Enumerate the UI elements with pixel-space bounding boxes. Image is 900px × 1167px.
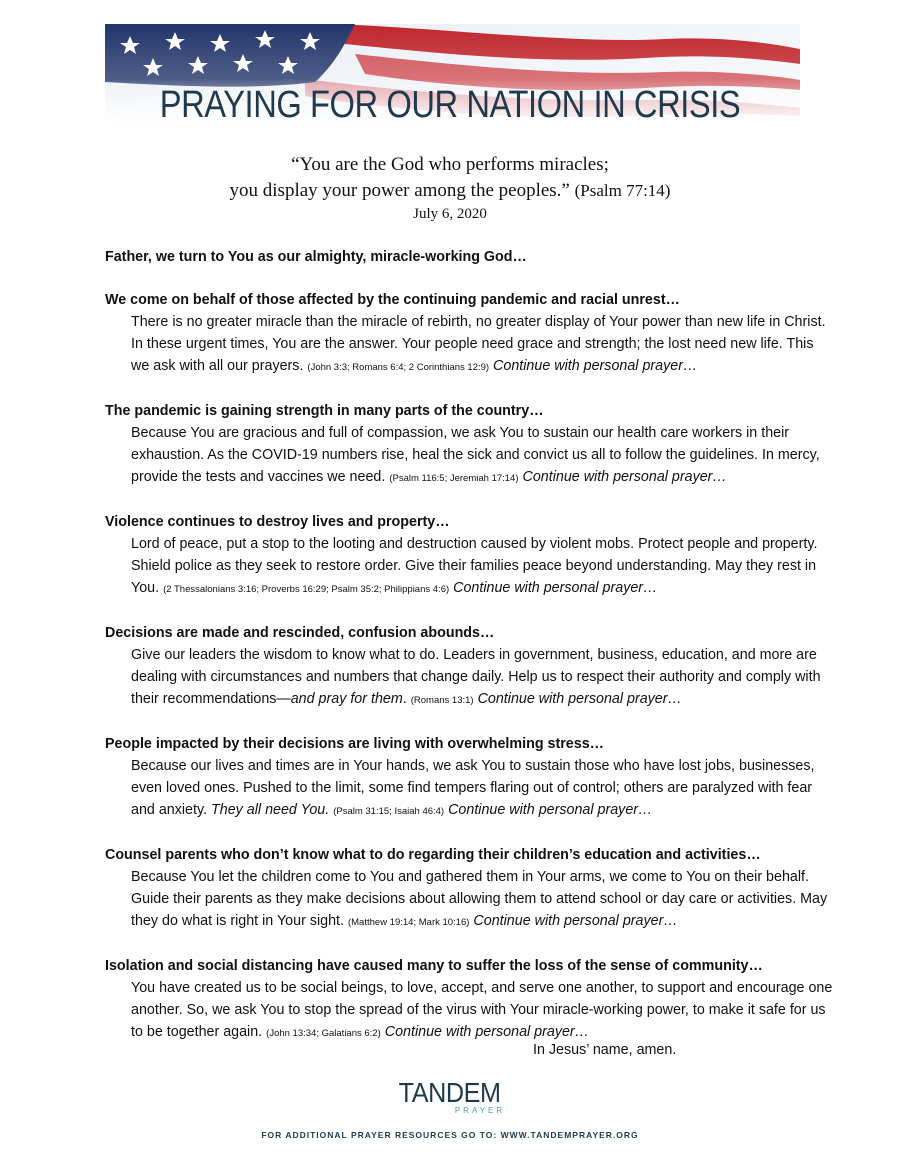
prayer-section	[105, 733, 835, 823]
prayer-section	[105, 511, 835, 601]
prayer-section	[105, 955, 835, 1045]
section-heading: Violence continues to destroy lives and property…	[105, 514, 450, 530]
section-text: Because You are gracious and full of compassion, we ask You to sustain our health care workers in their exhaustion. As the COVID-19 numbers rise, heal the sick and convict us all to follow the guidelines. In mercy, provide the tests and vaccines we need.	[131, 425, 820, 485]
continue-prompt: Continue with personal prayer…	[493, 358, 698, 374]
section-body	[105, 311, 835, 379]
section-text: Because our lives and times are in Your hands, we ask You to sustain those who have lost jobs, businesses, even loved ones. Pushed to the limit, some find tempers flaring out of control; others are paralyzed with fear and anxiety.	[131, 758, 815, 818]
continue-prompt: Continue with personal prayer…	[522, 469, 727, 485]
section-body	[105, 755, 835, 823]
prayer-section	[105, 844, 835, 934]
section-emphasis: and pray for them	[290, 691, 403, 707]
section-text: You have created us to be social beings, to love, accept, and serve one another, to support and encourage one another. So, we ask You to stop the spread of the virus with Your miracle-working power, to make it safe for us to be together again.	[131, 980, 833, 1040]
prayer-section	[105, 622, 835, 712]
scripture-citation: (Matthew 19:14; Mark 10:16)	[347, 917, 470, 928]
prayer-content	[105, 246, 835, 1066]
section-text: There is no greater miracle than the miracle of rebirth, no greater display of Your power than new life in Christ. In these urgent times, You are the answer. Your people need grace and strength; the lost need new life. This we ask with all our prayers.	[131, 314, 826, 374]
section-heading: People impacted by their decisions are living with overwhelming stress…	[105, 736, 604, 752]
scripture-citation: (Psalm 116:5; Jeremiah 17:14)	[389, 473, 519, 484]
scripture-citation: (John 3:3; Romans 6:4; 2 Corinthians 12:9)	[307, 362, 490, 373]
section-body	[105, 866, 835, 934]
verse-reference: (Psalm 77:14)	[574, 181, 671, 200]
footer-resources: FOR ADDITIONAL PRAYER RESOURCES GO TO: WWW.TANDEMPRAYER.ORG	[261, 1130, 639, 1140]
verse-line-1: “You are the God who performs miracles;	[291, 154, 609, 175]
scripture-citation: (Romans 13:1)	[410, 695, 474, 706]
verse-date: July 6, 2020	[413, 206, 487, 222]
scripture-citation: (Psalm 31:15; Isaiah 46:4)	[333, 806, 445, 817]
section-heading: We come on behalf of those affected by the continuing pandemic and racial unrest…	[105, 292, 680, 308]
section-text: Because You let the children come to You and gathered them in Your arms, we come to You on their behalf. Guide their parents as they make decisions about allowing them to attend school or day care or activities. May they do what is right in Your sight.	[131, 869, 828, 929]
section-heading: The pandemic is gaining strength in many parts of the country…	[105, 403, 544, 419]
continue-prompt: Continue with personal prayer…	[453, 580, 658, 596]
prayer-section	[105, 289, 835, 379]
logo-subtitle: PRAYER	[454, 1106, 506, 1115]
section-emphasis: They all need You.	[211, 802, 330, 818]
verse-block	[0, 152, 900, 224]
continue-prompt: Continue with personal prayer…	[448, 802, 653, 818]
section-heading: Decisions are made and rescinded, confusion abounds…	[105, 625, 495, 641]
closing-line: In Jesus’ name, amen.	[533, 1042, 677, 1058]
prayer-section	[105, 400, 835, 490]
scripture-citation: (2 Thessalonians 3:16; Proverbs 16:29; Psalm 35:2; Philippians 4:6)	[163, 584, 450, 595]
opening-line: Father, we turn to You as our almighty, miracle-working God…	[105, 249, 527, 265]
section-heading: Isolation and social distancing have caused many to suffer the loss of the sense of community…	[105, 958, 763, 974]
section-body	[105, 422, 835, 490]
logo-wordmark: TANDEM	[399, 1077, 501, 1108]
continue-prompt: Continue with personal prayer…	[477, 691, 682, 707]
scripture-citation: (John 13:34; Galatians 6:2)	[266, 1028, 381, 1039]
section-text: Lord of peace, put a stop to the looting and destruction caused by violent mobs. Protect people and property. Shield police as they seek to restore order. Give their families peace beyond understanding. May they rest in You.	[131, 536, 818, 596]
section-text-end: .	[402, 691, 407, 707]
tandem-prayer-logo	[0, 1078, 900, 1115]
continue-prompt: Continue with personal prayer…	[473, 913, 678, 929]
section-body	[105, 533, 835, 601]
continue-prompt: Continue with personal prayer…	[384, 1024, 589, 1040]
section-body	[105, 644, 835, 712]
section-text: Give our leaders the wisdom to know what to do. Leaders in government, business, education, and more are dealing with circumstances and numbers that change daily. Help us to respect their authority and comply with their recommendations—	[131, 647, 821, 707]
page-title: PRAYING FOR OUR NATION IN CRISIS	[159, 84, 741, 126]
verse-line-2-text: you display your power among the peoples.”	[229, 180, 570, 201]
section-heading: Counsel parents who don’t know what to do regarding their children’s education and activities…	[105, 847, 761, 863]
section-body	[105, 977, 835, 1045]
verse-line-2	[0, 178, 900, 204]
